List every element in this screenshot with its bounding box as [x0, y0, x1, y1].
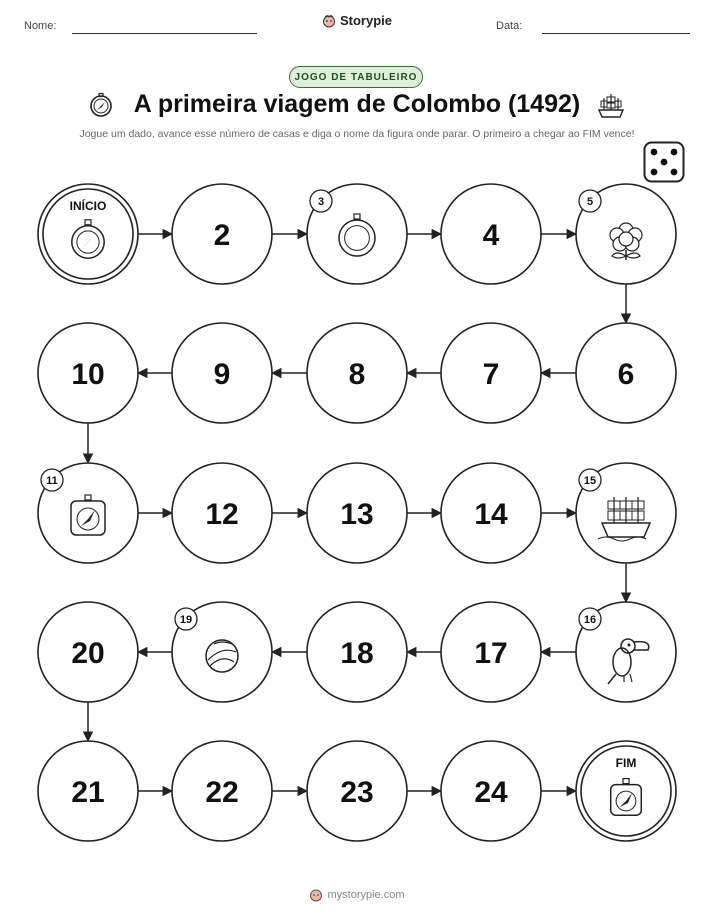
board-space: [441, 184, 541, 284]
space-number: 23: [340, 776, 374, 809]
board-space: [576, 463, 676, 563]
space-number: 7: [482, 358, 500, 391]
space-number-badge: [579, 608, 601, 630]
board-space: [38, 741, 138, 841]
board-space: [38, 323, 138, 423]
board-space: [172, 741, 272, 841]
space-number-badge: [310, 190, 332, 212]
space-number: 21: [71, 776, 105, 809]
space-number-badge: [579, 469, 601, 491]
game-type-badge: JOGO DE TABULEIRO: [289, 66, 423, 88]
space-number: 12: [205, 498, 239, 531]
board-space: [307, 602, 407, 702]
date-label: Data:: [496, 20, 523, 32]
board-space: [576, 184, 676, 284]
board-space: [172, 323, 272, 423]
end-label: FIM: [615, 756, 637, 770]
space-number-badge: [175, 608, 197, 630]
footer-url: mystorypie.com: [327, 889, 405, 901]
space-number: 14: [474, 498, 508, 531]
space-number: 15: [583, 475, 597, 487]
board-space: [307, 184, 407, 284]
footer: [0, 888, 714, 905]
board-space: [172, 463, 272, 563]
space-number: 19: [179, 614, 193, 626]
space-number: 22: [205, 776, 239, 809]
board-space: [441, 741, 541, 841]
start-label: INÍCIO: [69, 199, 107, 213]
start-space: [38, 184, 138, 284]
space-number: 20: [71, 637, 105, 670]
space-number: 13: [340, 498, 374, 531]
name-label: Nome:: [24, 20, 57, 32]
space-number: 2: [213, 219, 231, 252]
board-space: [307, 741, 407, 841]
board-space: [307, 463, 407, 563]
brand-name: Storypie: [339, 13, 392, 28]
board-space: [441, 463, 541, 563]
space-number: 17: [474, 637, 508, 670]
space-number: 3: [317, 196, 325, 208]
instructions: Jogue um dado, avance esse número de casas e diga o nome da figura onde parar. O primeiro a chegar ao FIM vence!: [79, 128, 635, 140]
end-space: [576, 741, 676, 841]
space-number: 10: [71, 358, 105, 391]
board-space: [576, 602, 676, 702]
space-number-badge: [579, 190, 601, 212]
space-number: 8: [348, 358, 366, 391]
space-number: 4: [482, 219, 500, 252]
space-number: 16: [583, 614, 597, 626]
space-number: 5: [586, 196, 594, 208]
board-space: [38, 602, 138, 702]
board-space: [38, 463, 138, 563]
page-title: A primeira viagem de Colombo (1492): [133, 90, 581, 118]
storypie-logo-icon: [309, 888, 323, 902]
space-number: 9: [213, 358, 231, 391]
space-number: 11: [46, 475, 58, 487]
board-space: [441, 602, 541, 702]
board-space: [576, 323, 676, 423]
board-space: [441, 323, 541, 423]
space-number: 24: [474, 776, 508, 809]
space-number: 6: [617, 358, 635, 391]
board-space: [172, 184, 272, 284]
board-space: [172, 602, 272, 702]
space-number: 18: [340, 637, 374, 670]
space-number-badge: [41, 469, 63, 491]
board-space: [307, 323, 407, 423]
